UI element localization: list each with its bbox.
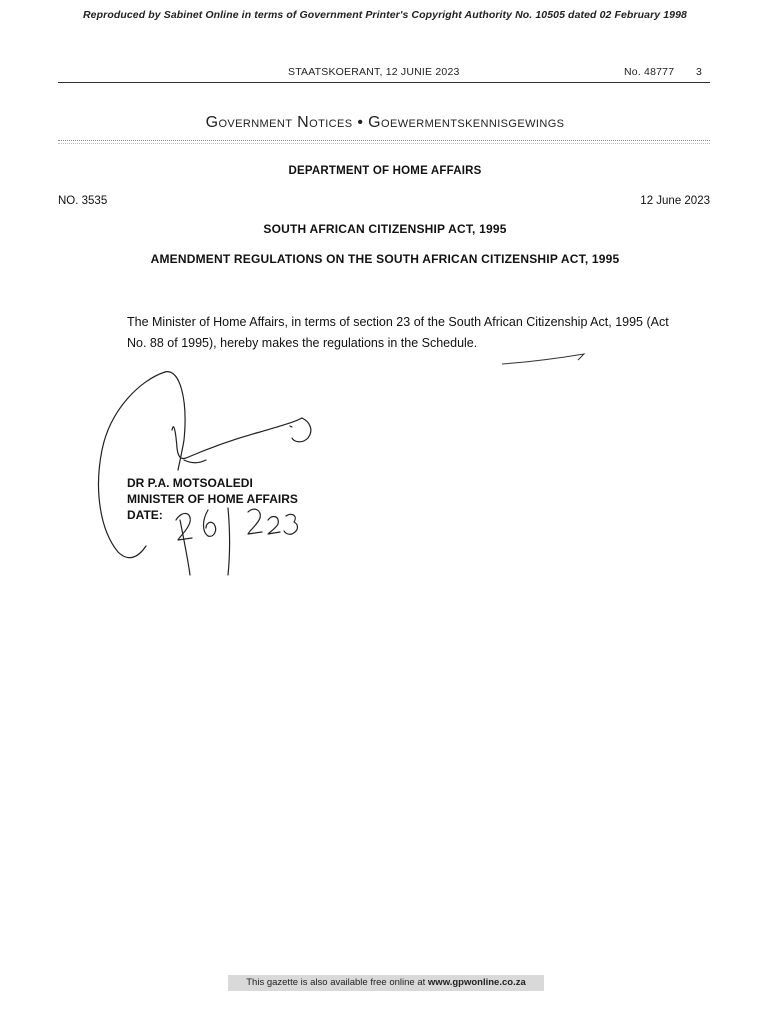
body-paragraph: The Minister of Home Affairs, in terms of section 23 of the South African Citizenship Act, 1995 (Act No. 88 of 1995), hereby makes the regulations in the Schedule. <box>127 315 669 350</box>
signature-underline <box>500 350 590 370</box>
page-number: 3 <box>696 66 702 78</box>
amendment-title: AMENDMENT REGULATIONS ON THE SOUTH AFRICAN CITIZENSHIP ACT, 1995 <box>150 252 620 266</box>
gazette-title: STAATSKOERANT, 12 JUNIE 2023 <box>288 66 460 78</box>
section-rule <box>58 140 710 141</box>
footer-text: This gazette is also available free online at <box>246 977 428 988</box>
header-rule <box>58 82 710 83</box>
signatory-title: MINISTER OF HOME AFFAIRS <box>127 492 298 506</box>
signatory-block <box>127 475 298 523</box>
notice-number: NO. 3535 <box>58 195 108 207</box>
department-name: DEPARTMENT OF HOME AFFAIRS <box>288 165 482 177</box>
signatory-date-label: DATE: <box>127 508 163 522</box>
footer-banner <box>228 975 544 991</box>
signatory-name: DR P.A. MOTSOALEDI <box>127 476 253 490</box>
notice-date: 12 June 2023 <box>640 195 710 207</box>
reproduction-notice: Reproduced by Sabinet Online in terms of Government Printer's Copyright Authority No. 10505 dated 02 February 1998 <box>83 9 687 21</box>
gazette-number: No. 48777 <box>624 66 675 78</box>
section-heading: Government Notices • Goewermentskennisgewings <box>205 114 565 131</box>
section-rule-secondary <box>58 143 710 144</box>
footer-url[interactable]: www.gpwonline.co.za <box>427 977 526 988</box>
act-title: SOUTH AFRICAN CITIZENSHIP ACT, 1995 <box>263 222 507 236</box>
